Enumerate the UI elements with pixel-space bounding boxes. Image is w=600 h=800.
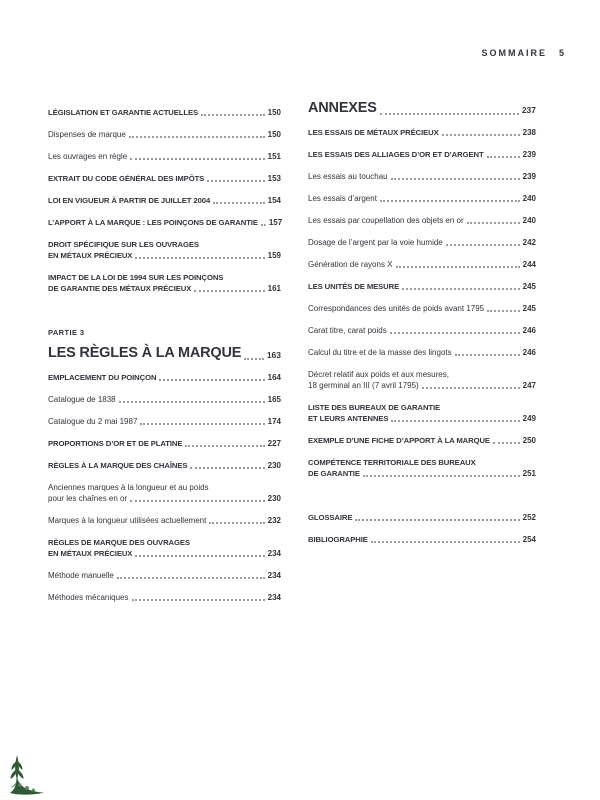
toc-entry-label: LES ESSAIS DES ALLIAGES D’OR ET D’ARGENT	[308, 150, 484, 159]
leader-dots	[422, 387, 520, 389]
toc-entry	[308, 512, 536, 523]
toc-entry-page: 151	[267, 152, 281, 161]
leader-dots	[487, 156, 520, 158]
leader-dots	[132, 599, 265, 601]
toc-entry	[48, 537, 281, 559]
toc-entry-label: Les essais au touchau	[308, 172, 388, 181]
running-header-title: SOMMAIRE	[481, 48, 547, 58]
toc-entry-row	[48, 372, 281, 383]
toc-entry-label: Catalogue de 1838	[48, 395, 116, 404]
leader-dots	[185, 445, 264, 447]
toc-entry-page: 252	[522, 513, 536, 522]
toc-entry-row	[48, 345, 281, 362]
toc-entry-row	[308, 171, 536, 182]
leader-dots	[244, 358, 264, 360]
toc-entry-label: PROPORTIONS D’OR ET DE PLATINE	[48, 439, 183, 448]
leader-dots	[135, 555, 264, 557]
leader-dots	[201, 114, 265, 116]
leader-dots	[119, 401, 265, 403]
toc-entry	[48, 416, 281, 427]
toc-entry-label: L’APPORT À LA MARQUE : LES POINÇONS DE GARANTIE	[48, 218, 258, 227]
toc-entry-row	[48, 438, 281, 449]
toc-entry-row	[48, 570, 281, 581]
toc-entry-label: Dosage de l’argent par la voie humide	[308, 238, 443, 247]
toc-entry-row	[308, 413, 536, 424]
leader-dots	[129, 136, 265, 138]
toc-entry-row	[308, 380, 536, 391]
toc-entry-page: 250	[522, 436, 536, 445]
toc-entry	[48, 272, 281, 294]
toc-entry-line: DROIT SPÉCIFIQUE SUR LES OUVRAGES	[48, 240, 199, 249]
running-header	[481, 48, 564, 58]
toc-entry-label: GLOSSAIRE	[308, 513, 353, 522]
toc-entry-line: RÈGLES DE MARQUE DES OUVRAGES	[48, 538, 190, 547]
running-header-page-number: 5	[558, 48, 564, 58]
toc-entry-page: 234	[267, 571, 281, 580]
toc-entry-row	[48, 250, 281, 261]
toc-entry-row	[48, 129, 281, 140]
toc-entry-page: 247	[522, 381, 536, 390]
leader-dots	[190, 467, 264, 469]
toc-entry-page: 245	[522, 304, 536, 313]
toc-entry-row	[48, 493, 281, 504]
leader-dots	[390, 332, 520, 334]
toc-entry-row	[48, 394, 281, 405]
toc-entry	[308, 281, 536, 292]
toc-entry-label: LOI EN VIGUEUR À PARTIR DE JUILLET 2004	[48, 196, 211, 205]
toc-entry	[48, 239, 281, 261]
toc-entry-page: 239	[522, 172, 536, 181]
toc-part-label: PARTIE 3	[48, 328, 85, 337]
toc-entry-row	[308, 215, 536, 226]
toc-entry	[308, 215, 536, 226]
toc-entry-page: 254	[522, 535, 536, 544]
toc-entry	[48, 173, 281, 184]
toc-entry-page: 164	[267, 373, 281, 382]
leader-dots	[261, 224, 266, 226]
toc-entry-row	[308, 347, 536, 358]
toc-entry-label: Méthodes mécaniques	[48, 593, 129, 602]
toc-entry-page: 227	[267, 439, 281, 448]
toc-column-right	[308, 100, 536, 556]
leader-dots	[391, 420, 519, 422]
leader-dots	[135, 257, 264, 259]
corner-flourish-icon	[8, 755, 45, 795]
toc-entry	[308, 171, 536, 182]
toc-entry	[48, 327, 281, 338]
toc-entry	[308, 237, 536, 248]
leader-dots	[380, 113, 519, 115]
leader-dots	[391, 178, 520, 180]
toc-entry-page: 249	[522, 414, 536, 423]
leader-dots	[213, 202, 265, 204]
toc-entry	[48, 482, 281, 504]
toc-entry-page: 246	[522, 348, 536, 357]
toc-entry-row	[308, 237, 536, 248]
toc-entry-page: 240	[522, 216, 536, 225]
toc-entry-line: Décret relatif aux poids et aux mesures,	[308, 370, 449, 379]
toc-entry-line: IMPACT DE LA LOI DE 1994 SUR LES POINÇONS	[48, 273, 224, 282]
leader-dots	[487, 310, 520, 312]
toc-entry	[48, 345, 281, 362]
toc-entry	[308, 347, 536, 358]
toc-entry-page: 154	[267, 196, 281, 205]
toc-entry-label: EXTRAIT DU CODE GÉNÉRAL DES IMPÔTS	[48, 174, 205, 183]
leader-dots	[442, 134, 520, 136]
toc-entry-label: EXEMPLE D’UNE FICHE D’APPORT À LA MARQUE	[308, 436, 490, 445]
leader-dots	[194, 290, 264, 292]
toc-entry-page: 159	[267, 251, 281, 260]
toc-entry	[48, 460, 281, 471]
toc-entry-page: 163	[266, 350, 281, 360]
leader-dots	[209, 522, 264, 524]
toc-entry-row	[48, 515, 281, 526]
toc-entry-label: EMPLACEMENT DU POINÇON	[48, 373, 157, 382]
toc-entry-label: LES ESSAIS DE MÉTAUX PRÉCIEUX	[308, 128, 439, 137]
toc-entry-label: EN MÉTAUX PRÉCIEUX	[48, 549, 133, 558]
toc-entry-page: 150	[267, 130, 281, 139]
toc-entry-label: Les essais par coupellation des objets en or	[308, 216, 464, 225]
toc-entry	[48, 107, 281, 118]
toc-entry	[48, 394, 281, 405]
toc-entry	[308, 259, 536, 270]
toc-entry-row	[48, 217, 281, 228]
toc-entry	[308, 303, 536, 314]
leader-dots	[493, 442, 520, 444]
toc-entry	[48, 372, 281, 383]
leader-dots	[117, 577, 265, 579]
toc-entry	[308, 435, 536, 446]
toc-entry-label: LÉGISLATION ET GARANTIE ACTUELLES	[48, 108, 199, 117]
toc-entry-row	[48, 107, 281, 118]
leader-dots	[130, 500, 264, 502]
toc-entry-label: Calcul du titre et de la masse des lingots	[308, 348, 452, 357]
toc-entry	[308, 149, 536, 160]
toc-entry	[48, 129, 281, 140]
toc-entry-row	[308, 259, 536, 270]
toc-entry-page: 161	[267, 284, 281, 293]
toc-entry-label: ANNEXES	[308, 100, 377, 116]
toc-entry	[48, 592, 281, 603]
leader-dots	[130, 158, 264, 160]
toc-entry	[308, 369, 536, 391]
leader-dots	[140, 423, 264, 425]
toc-entry-label: LES UNITÉS DE MESURE	[308, 282, 400, 291]
toc-entry-page: 240	[522, 194, 536, 203]
leader-dots	[371, 541, 520, 543]
toc-entry	[48, 438, 281, 449]
toc-entry-line: LISTE DES BUREAUX DE GARANTIE	[308, 403, 441, 412]
toc-entry-page: 230	[267, 494, 281, 503]
toc-entry-label: 18 germinal an III (7 avril 1795)	[308, 381, 419, 390]
toc-entry-label: Correspondances des unités de poids avant 1795	[308, 304, 485, 313]
toc-entry-row	[308, 303, 536, 314]
toc-entry	[48, 515, 281, 526]
toc-entry-row	[48, 416, 281, 427]
toc-entry	[48, 570, 281, 581]
toc-entry-label: DE GARANTIE	[308, 469, 360, 478]
toc-entry-label: pour les chaînes en or	[48, 494, 128, 503]
toc-entry-row	[48, 283, 281, 294]
toc-entry-row	[48, 460, 281, 471]
toc-entry-page: 238	[522, 128, 536, 137]
leader-dots	[159, 379, 264, 381]
toc-entry-page: 230	[267, 461, 281, 470]
toc-entry-label: Carat titre, carat poids	[308, 326, 387, 335]
toc-entry	[308, 100, 536, 117]
toc-entry-label: DE GARANTIE DES MÉTAUX PRÉCIEUX	[48, 284, 192, 293]
toc-entry-page: 234	[267, 593, 281, 602]
toc-entry-label: Méthode manuelle	[48, 571, 114, 580]
toc-entry-label: Dispenses de marque	[48, 130, 126, 139]
toc-entry-row	[308, 512, 536, 523]
toc-entry-page: 165	[267, 395, 281, 404]
toc-entry-row	[48, 173, 281, 184]
toc-entry-row	[308, 435, 536, 446]
toc-entry	[308, 534, 536, 545]
toc-entry-page: 246	[522, 326, 536, 335]
leader-dots	[363, 475, 520, 477]
toc-entry-page: 251	[522, 469, 536, 478]
toc-entry-page: 234	[267, 549, 281, 558]
toc-entry-page: 242	[522, 238, 536, 247]
toc-entry-line: COMPÉTENCE TERRITORIALE DES BUREAUX	[308, 458, 476, 467]
toc-entry-row	[308, 100, 536, 117]
toc-entry	[48, 195, 281, 206]
leader-dots	[467, 222, 520, 224]
toc-entry-label: EN MÉTAUX PRÉCIEUX	[48, 251, 133, 260]
toc-entry-page: 232	[267, 516, 281, 525]
toc-entry-row	[308, 325, 536, 336]
toc-entry-label: BIBLIOGRAPHIE	[308, 535, 368, 544]
toc-entry-label: RÈGLES À LA MARQUE DES CHAÎNES	[48, 461, 188, 470]
toc-entry-row	[48, 195, 281, 206]
toc-entry-page: 244	[522, 260, 536, 269]
toc-entry-row	[48, 592, 281, 603]
toc-entry-line: Anciennes marques à la longueur et au poids	[48, 483, 209, 492]
leader-dots	[396, 266, 520, 268]
toc-entry	[308, 402, 536, 424]
toc-entry-row	[308, 281, 536, 292]
leader-dots	[402, 288, 520, 290]
toc-entry-page: 239	[522, 150, 536, 159]
toc-entry-page: 245	[522, 282, 536, 291]
toc-entry-row	[308, 468, 536, 479]
leader-dots	[355, 519, 519, 521]
toc-entry-row	[308, 193, 536, 204]
toc-column-left	[48, 100, 281, 614]
toc-entry-label: Les essais d’argent	[308, 194, 377, 203]
toc-entry-row	[48, 548, 281, 559]
toc-entry-page: 150	[267, 108, 281, 117]
toc-entry-row	[308, 534, 536, 545]
toc-entry-page: 157	[268, 218, 283, 227]
toc-entry	[308, 457, 536, 479]
toc-entry-page: 174	[267, 417, 281, 426]
toc-entry-label: Les ouvrages en règle	[48, 152, 128, 161]
toc-entry-row	[48, 151, 281, 162]
toc-entry-label: LES RÈGLES À LA MARQUE	[48, 345, 242, 361]
toc-entry-label: Génération de rayons X	[308, 260, 393, 269]
toc-entry	[308, 127, 536, 138]
toc-entry	[48, 151, 281, 162]
toc-entry-row	[308, 127, 536, 138]
leader-dots	[455, 354, 520, 356]
leader-dots	[446, 244, 520, 246]
toc-entry	[308, 325, 536, 336]
toc-entry	[308, 193, 536, 204]
toc-entry-label: Marques à la longueur utilisées actuellement	[48, 516, 207, 525]
toc-entry-row	[308, 149, 536, 160]
toc-entry-page: 237	[521, 105, 536, 115]
leader-dots	[380, 200, 520, 202]
toc-entry	[48, 217, 281, 228]
toc-entry-label: Catalogue du 2 mai 1987	[48, 417, 138, 426]
leader-dots	[207, 180, 264, 182]
toc-entry-page: 153	[267, 174, 281, 183]
toc-entry-label: ET LEURS ANTENNES	[308, 414, 389, 423]
